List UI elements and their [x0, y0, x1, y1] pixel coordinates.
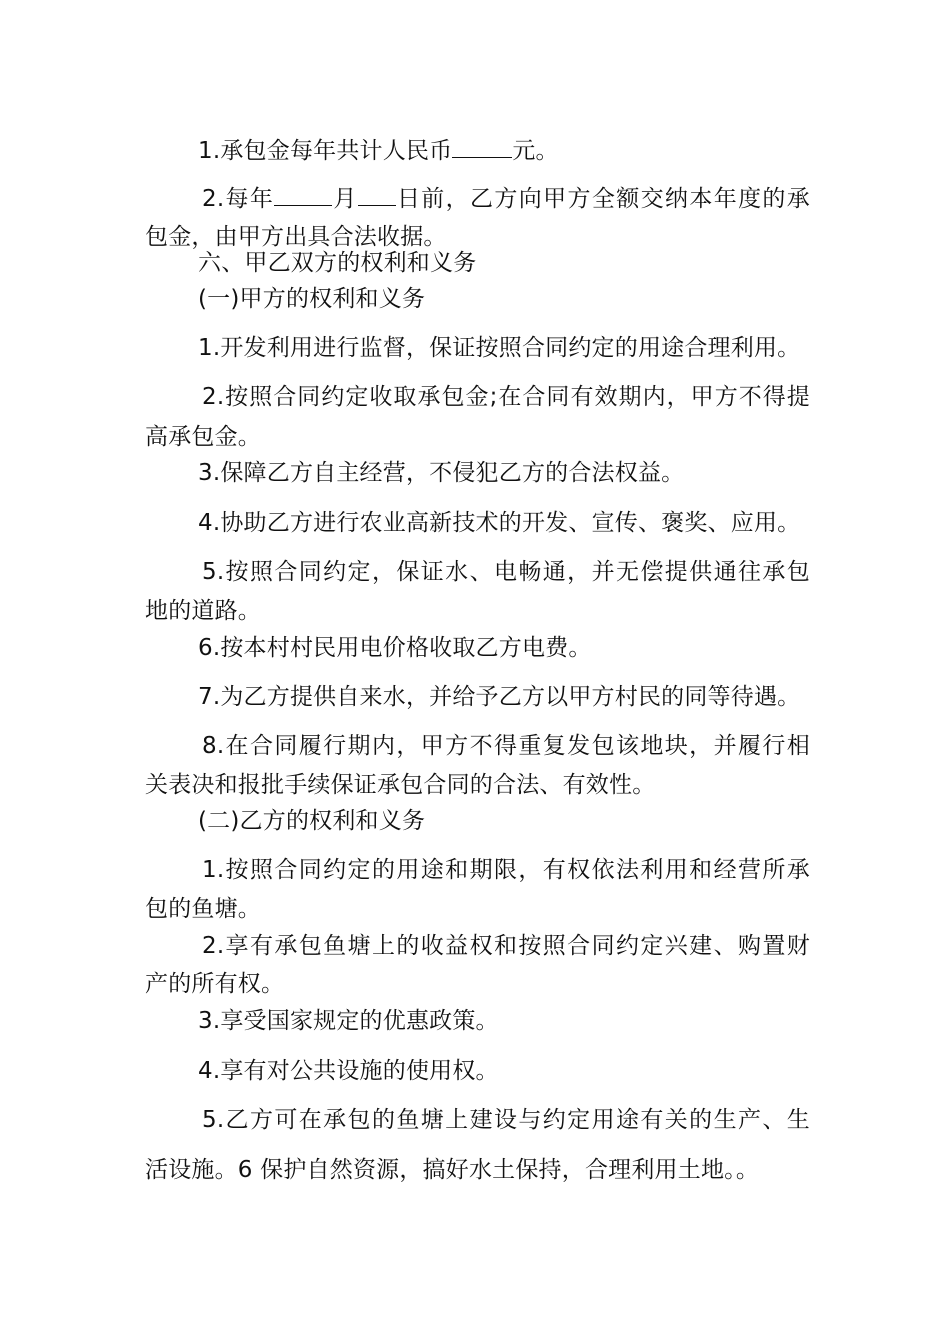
party-b-item-5-continuation: 活设施。6 保护自然资源，搞好水土保持，合理利用土地。。: [145, 1157, 760, 1183]
party-b-item-3: 3.享受国家规定的优惠政策。: [198, 1008, 499, 1034]
amount-blank: [452, 135, 512, 158]
party-b-item-1: 1.按照合同约定的用途和期限，有权依法利用和经营所承: [202, 857, 810, 883]
section-6-title: 六、甲乙双方的权利和义务: [198, 250, 477, 276]
payment-item-1: [145, 135, 810, 166]
party-a-item-1: 1.开发利用进行监督，保证按照合同约定的用途合理利用。: [198, 335, 801, 361]
party-a-item-3: 3.保障乙方自主经营，不侵犯乙方的合法权益。: [198, 460, 685, 486]
payment-item-2-rest: 日前，乙方向甲方全额交纳本年度的承: [395, 186, 810, 212]
party-a-item-2: 2.按照合同约定收取承包金;在合同有效期内，甲方不得提: [202, 384, 810, 410]
party-a-title: (一)甲方的权利和义务: [198, 286, 426, 312]
payment-item-2: [145, 183, 810, 214]
party-a-item-6: 6.按本村村民用电价格收取乙方电费。: [198, 635, 592, 661]
party-b-item-1-continuation: 包的鱼塘。: [145, 896, 261, 922]
party-a-item-8: 8.在合同履行期内，甲方不得重复发包该地块，并履行相: [202, 733, 810, 759]
party-b-title: (二)乙方的权利和义务: [198, 808, 426, 834]
month-blank: [274, 183, 332, 206]
party-a-item-8-continuation: 关表决和报批手续保证承包合同的合法、有效性。: [145, 772, 656, 798]
payment-item-2-month: 月: [332, 186, 358, 212]
payment-item-1-suffix: 元。: [512, 138, 559, 164]
payment-item-2-text: 2.每年: [202, 186, 275, 212]
party-b-item-4: 4.享有对公共设施的使用权。: [198, 1058, 499, 1084]
party-b-item-2-continuation: 产的所有权。: [145, 971, 285, 997]
party-a-item-5: 5.按照合同约定，保证水、电畅通，并无偿提供通往承包: [202, 559, 810, 585]
day-blank: [358, 183, 396, 206]
party-b-item-2: 2.享有承包鱼塘上的收益权和按照合同约定兴建、购置财: [202, 933, 810, 959]
party-a-item-2-continuation: 高承包金。: [145, 424, 261, 450]
payment-item-1-text: 1.承包金每年共计人民币: [198, 138, 453, 164]
payment-item-2-continuation: 包金，由甲方出具合法收据。: [145, 224, 447, 250]
party-b-item-5: 5.乙方可在承包的鱼塘上建设与约定用途有关的生产、生: [202, 1107, 810, 1133]
party-a-item-4: 4.协助乙方进行农业高新技术的开发、宣传、褒奖、应用。: [198, 510, 801, 536]
party-a-item-5-continuation: 地的道路。: [145, 598, 261, 624]
party-a-item-7: 7.为乙方提供自来水，并给予乙方以甲方村民的同等待遇。: [198, 684, 801, 710]
